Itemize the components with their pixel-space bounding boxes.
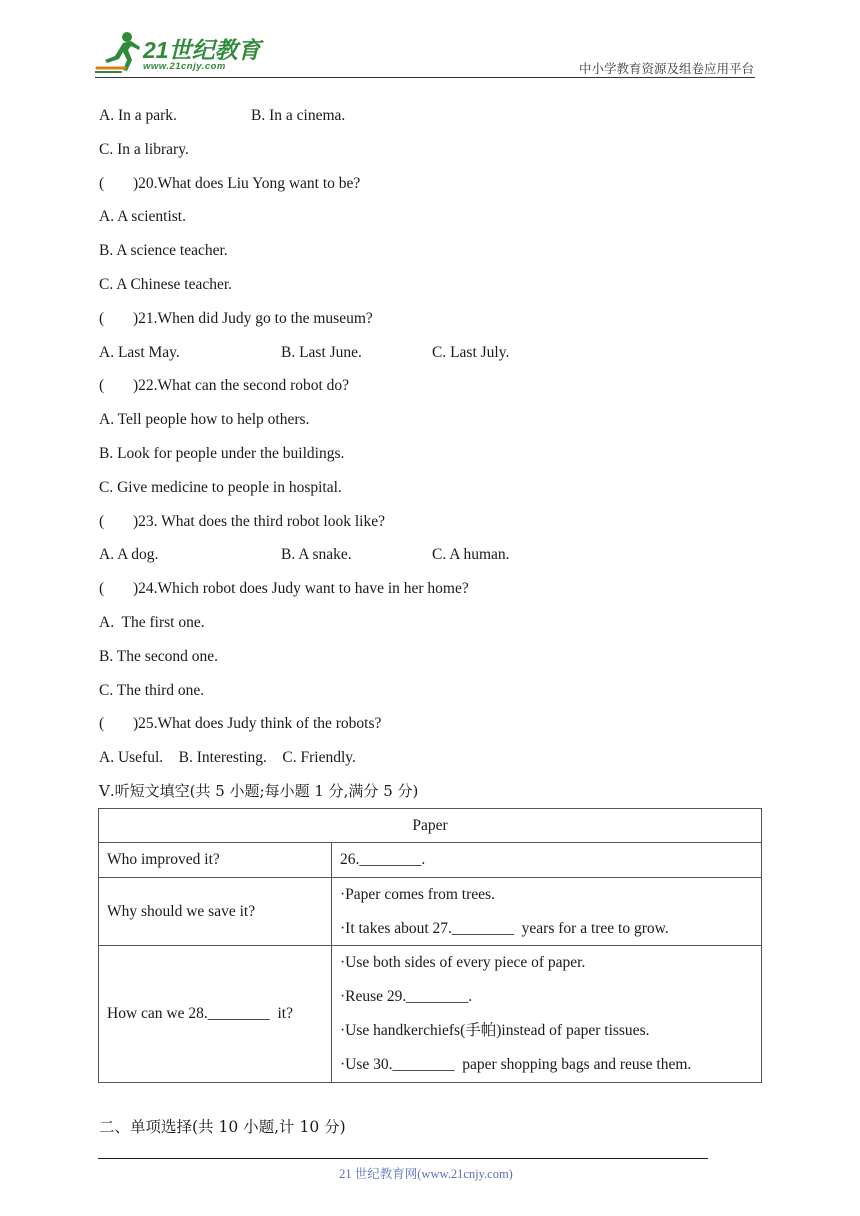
- option-text: A. A dog.: [99, 546, 159, 564]
- logo-text: 21世纪教育: [143, 37, 261, 63]
- option-text: B. Look for people under the buildings.: [99, 444, 345, 462]
- option-text: A. Useful. B. Interesting. C. Friendly.: [99, 749, 356, 767]
- answer-line: ·Paper comes from trees.: [340, 885, 495, 903]
- header-divider: [95, 77, 755, 78]
- option-line: [99, 471, 769, 505]
- answer-bracket: (: [99, 174, 105, 192]
- question-20: [99, 167, 769, 201]
- option-line: [99, 674, 769, 708]
- option-text: B. Last June.: [281, 343, 362, 361]
- runner-logo-icon: [95, 30, 143, 74]
- table-title: Paper: [99, 809, 762, 843]
- option-line: [99, 606, 769, 640]
- option-text: A. The first one.: [99, 613, 205, 631]
- table-question-cell: How can we 28.________ it?: [99, 946, 332, 1082]
- table-row: [99, 843, 762, 878]
- table-answer-cell: [332, 843, 762, 878]
- table-question-cell: Why should we save it?: [99, 877, 332, 946]
- option-line: [99, 234, 769, 268]
- option-text: A. In a park.: [99, 107, 177, 124]
- question-text: )20.What does Liu Yong want to be?: [133, 174, 361, 192]
- option-line: [99, 403, 769, 437]
- question-25: [99, 707, 769, 741]
- option-line: [99, 200, 769, 234]
- question-text: )25.What does Judy think of the robots?: [133, 715, 382, 733]
- question-list: [99, 99, 769, 809]
- logo: [95, 30, 265, 78]
- page-header: [0, 0, 860, 80]
- header-platform-title: 中小学教育资源及组卷应用平台: [578, 61, 754, 76]
- option-line-21: [99, 336, 769, 370]
- option-line: [99, 437, 769, 471]
- question-text: )22.What can the second robot do?: [133, 377, 350, 395]
- option-text: A. Tell people how to help others.: [99, 411, 310, 429]
- option-text: A. Last May.: [99, 343, 180, 361]
- answer-line: ·Reuse 29.________.: [340, 988, 473, 1006]
- option-line-19ab: [99, 99, 769, 133]
- logo-url: www.21cnjy.com: [143, 61, 226, 72]
- answer-bracket: (: [99, 715, 105, 733]
- question-22: [99, 369, 769, 403]
- section-title: Ⅴ.听短文填空(共 5 小题;每小题 1 分,满分 5 分): [99, 781, 419, 800]
- question-21: [99, 302, 769, 336]
- question-text: )23. What does the third robot look like?: [133, 512, 385, 530]
- section-heading-v: [99, 775, 769, 809]
- answer-bracket: (: [99, 512, 105, 530]
- answer-bracket: (: [99, 377, 105, 395]
- paper-table: [98, 808, 762, 1083]
- table-answer-cell: [332, 946, 762, 1082]
- question-text: )24.Which robot does Judy want to have in her home?: [133, 580, 469, 598]
- answer-line: ·Use 30.________ paper shopping bags and reuse them.: [340, 1055, 692, 1073]
- option-line: [99, 640, 769, 674]
- option-line-19c: [99, 133, 769, 167]
- option-line-23: [99, 538, 769, 572]
- question-text: )21.When did Judy go to the museum?: [133, 309, 373, 327]
- option-text: C. The third one.: [99, 681, 205, 699]
- option-text: A. A scientist.: [99, 208, 186, 226]
- option-text: C. A Chinese teacher.: [99, 275, 233, 293]
- option-text: B. A snake.: [281, 546, 352, 564]
- footer-divider: [98, 1158, 708, 1159]
- section-heading-2: 二、单项选择(共 10 小题,计 10 分): [99, 1118, 346, 1136]
- question-24: [99, 572, 769, 606]
- option-text: B. A science teacher.: [99, 242, 228, 260]
- option-text: C. Give medicine to people in hospital.: [99, 478, 342, 496]
- table-row: [99, 877, 762, 946]
- table-answer-cell: [332, 877, 762, 946]
- option-line-25: [99, 741, 769, 775]
- option-text: C. Last July.: [432, 343, 510, 361]
- answer-line: ·It takes about 27.________ years for a tree to grow.: [340, 919, 669, 937]
- page-footer: [0, 1164, 860, 1182]
- option-text: B. The second one.: [99, 647, 218, 665]
- answer-line: ·Use both sides of every piece of paper.: [340, 954, 586, 972]
- answer-bracket: (: [99, 580, 105, 598]
- table-row: [99, 946, 762, 1082]
- answer-line: 26.________.: [340, 851, 426, 868]
- option-line: [99, 268, 769, 302]
- table-question-cell: Who improved it?: [99, 843, 332, 878]
- footer-text: 21 世纪教育网(www.21cnjy.com): [339, 1167, 513, 1181]
- answer-line: ·Use handkerchiefs(手帕)instead of paper tissues.: [340, 1021, 650, 1039]
- table-header-row: [99, 809, 762, 843]
- option-text: B. In a cinema.: [251, 107, 346, 124]
- question-23: [99, 505, 769, 539]
- answer-bracket: (: [99, 309, 105, 327]
- option-text: C. In a library.: [99, 140, 189, 158]
- option-text: C. A human.: [432, 546, 510, 564]
